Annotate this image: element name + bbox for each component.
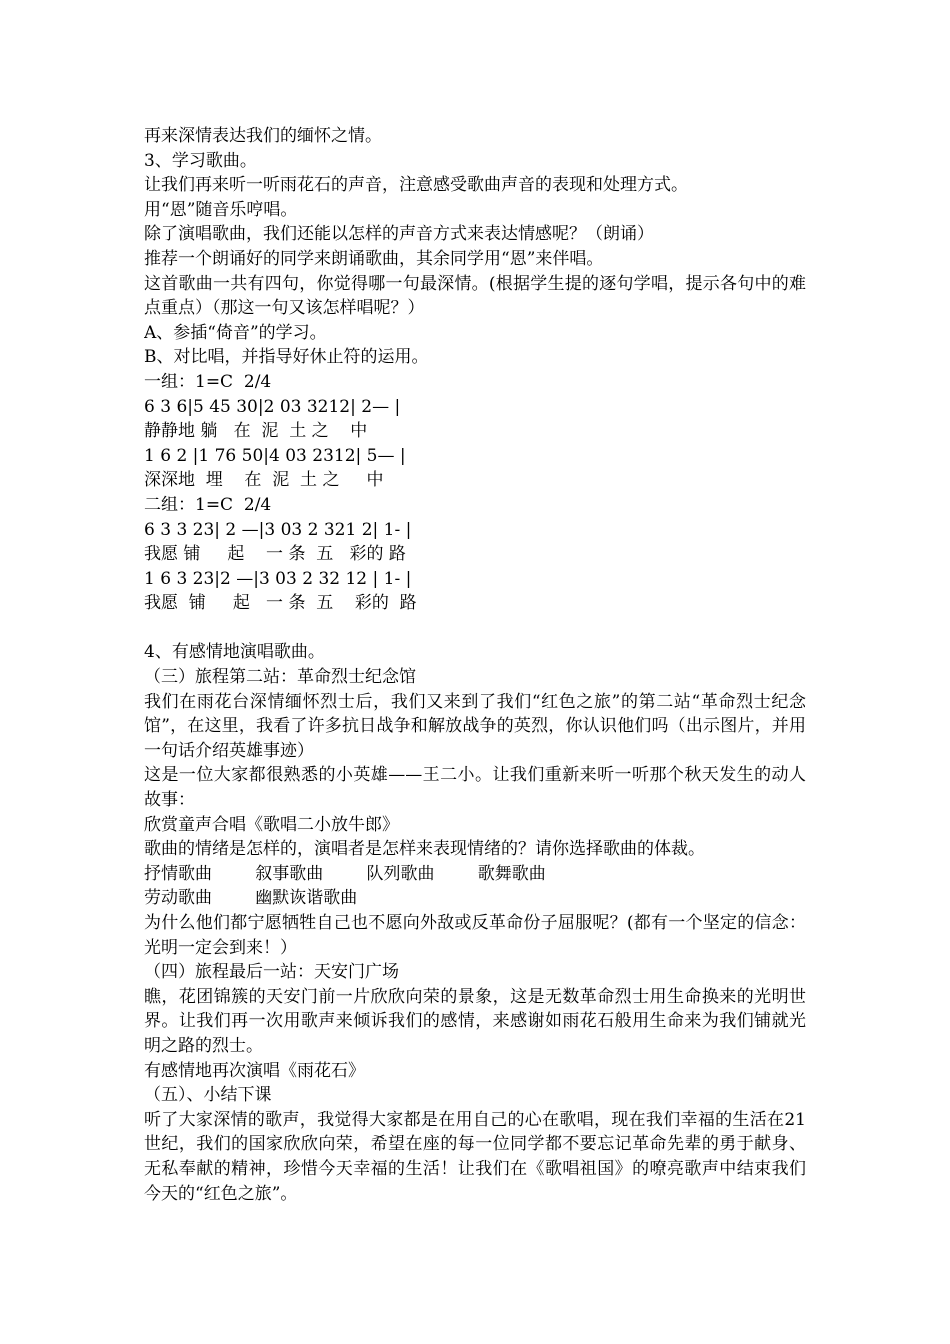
text-line: 欣赏童声合唱《歌唱二小放牛郎》 (144, 814, 399, 835)
text-line: B、对比唱，并指导好休止符的运用。 (144, 347, 429, 368)
text-line: 有感情地再次演唱《雨花石》 (144, 1060, 365, 1081)
text-line: 1 6 2 |1 76 50|4 03 2312| 5— | (144, 445, 406, 466)
text-line: （五）、小结下课 (144, 1085, 272, 1106)
paragraph: 瞧，花团锦簇的天安门前一片欣欣向荣的景象，这是无数革命烈士用生命换来的光明世界。让我们再一次用歌声来倾诉我们的感情，来感谢如雨花石般用生命来为我们铺就光明之路的烈士。 (144, 986, 806, 1056)
text-line: 推荐一个朗诵好的同学来朗诵歌曲，其余同学用“恩”来伴唱。 (144, 248, 604, 269)
text-line: 除了演唱歌曲，我们还能以怎样的声音方式来表达情感呢？（朗诵） (144, 224, 654, 245)
text-line: 我愿 铺 起 一 条 五 彩的 路 (144, 593, 417, 614)
paragraph: 这首歌曲一共有四句，你觉得哪一句最深情。(根据学生提的逐句学唱，提示各句中的难点重点）（那这一句又该怎样唱呢？） (144, 273, 806, 319)
text-line: 3、学习歌曲。 (144, 150, 257, 171)
text-line: 我愿 铺 起 一 条 五 彩的 路 (144, 544, 406, 565)
blank-line (144, 616, 806, 641)
text-line: 抒情歌曲 叙事歌曲 队列歌曲 歌舞歌曲 (144, 863, 546, 884)
text-line: 二组：1=C 2/4 (144, 494, 272, 515)
text-line: 让我们再来听一听雨花石的声音，注意感受歌曲声音的表现和处理方式。 (144, 175, 688, 196)
text-line: （四）旅程最后一站：天安门广场 (144, 962, 399, 983)
text-line: 用“恩”随音乐哼唱。 (144, 199, 298, 220)
text-line: 6 3 6|5 45 30|2 03 3212| 2— | (144, 396, 401, 417)
paragraph: 为什么他们都宁愿牺牲自己也不愿向外敌或反革命份子屈服呢？(都有一个坚定的信念：光明一定会到来！） (144, 913, 806, 958)
text-line: 静静地 躺 在 泥 土 之 中 (144, 421, 368, 442)
text-line: （三）旅程第二站：革命烈士纪念馆 (144, 667, 416, 688)
paragraph: 这是一位大家都很熟悉的小英雄——王二小。让我们重新来听一听那个秋天发生的动人故事： (144, 765, 806, 811)
text-line: 再来深情表达我们的缅怀之情。 (144, 126, 382, 146)
text-line: 6 3 3 23| 2 —|3 03 2 321 2| 1- | (144, 519, 412, 540)
paragraph: 我们在雨花台深情缅怀烈士后，我们又来到了我们“红色之旅”的第二站“革命烈士纪念馆”，在这里，我看了许多抗日战争和解放战争的英烈，你认识他们吗（出示图片，并用一句话介绍英雄事迹） (144, 691, 806, 761)
text-line: 4、有感情地演唱歌曲。 (144, 642, 325, 663)
text-line: 1 6 3 23|2 —|3 03 2 32 12 | 1- | (144, 568, 412, 589)
text-line: 劳动歌曲 幽默诙谐歌曲 (144, 888, 358, 909)
document-body (144, 124, 806, 1206)
text-line: 一组：1=C 2/4 (144, 371, 272, 392)
paragraph: 听了大家深情的歌声，我觉得大家都是在用自己的心在歌唱，现在我们幸福的生活在21世纪，我们的国家欣欣向荣，希望在座的每一位同学都不要忘记革命先辈的勇于献身、无私奉献的精神，珍惜今天幸福的生活！让我们在《歌唱祖国》的嘹亮歌声中结束我们今天的“红色之旅”。 (144, 1109, 806, 1204)
text-line: 歌曲的情绪是怎样的，演唱者是怎样来表现情绪的？请你选择歌曲的体裁。 (144, 839, 705, 860)
text-line: A、参插“倚音”的学习。 (144, 322, 327, 343)
text-line: 深深地 埋 在 泥 土 之 中 (144, 470, 384, 491)
